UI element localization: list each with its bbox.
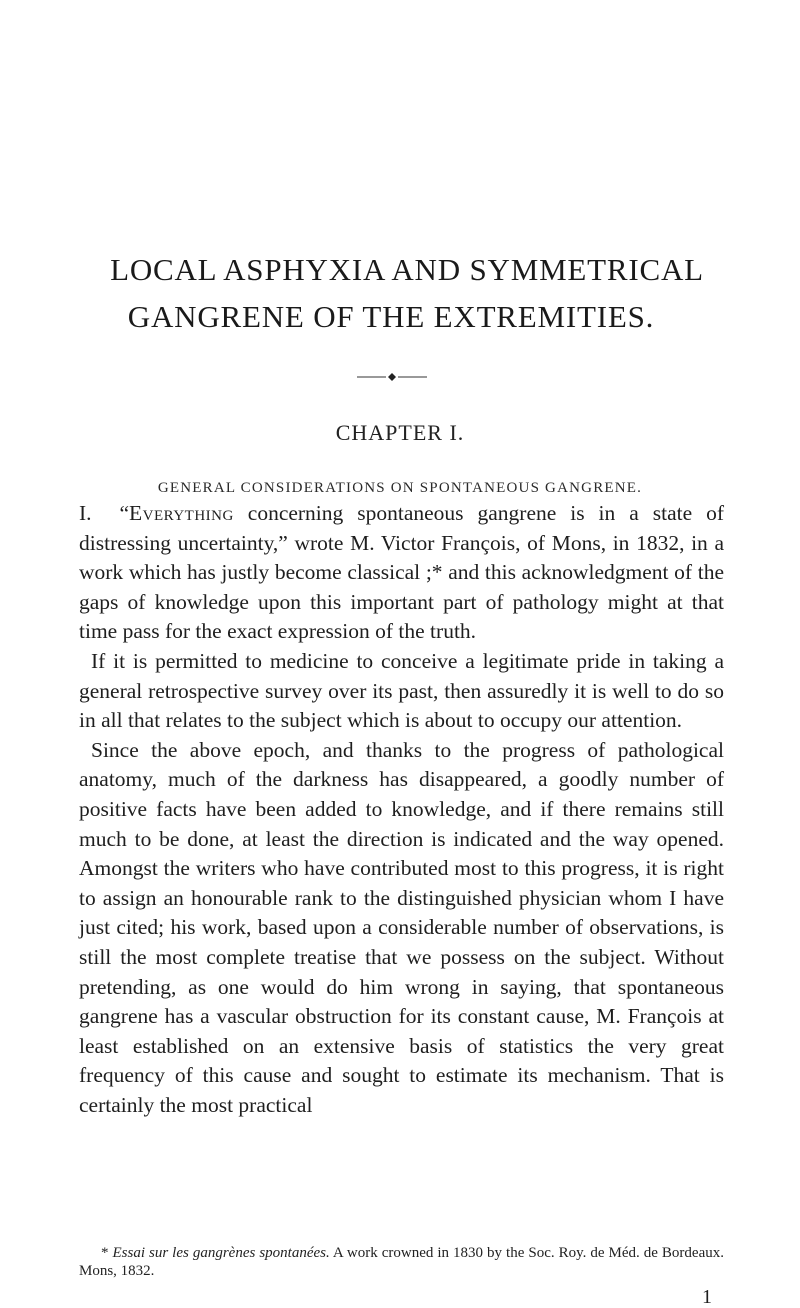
section-subheading: GENERAL CONSIDERATIONS ON SPONTANEOUS GANGRENE. — [157, 480, 643, 496]
diamond-rule-ornament-icon — [357, 372, 427, 382]
section-number: I. — [79, 501, 92, 525]
chapter-heading: CHAPTER I. — [335, 420, 465, 445]
title-line-2: GANGRENE OF THE EXTREMITIES. — [127, 299, 655, 334]
paragraph-1-text: concerning spontaneous gangrene is in a state of distressing uncertainty,” wrote M. Victor François, of Mons, in 1832, in a work which has justly become classical ;* and this acknowledgment of the gaps of knowledge upon this important part of pathology might at that time pass for the exact expression of the truth. — [79, 501, 724, 644]
footnote-marker: * — [101, 1245, 109, 1261]
title-line-1: LOCAL ASPHYXIA AND SYMMETRICAL — [110, 252, 704, 287]
page-number: 1 — [702, 1286, 712, 1308]
footnote — [79, 1244, 724, 1280]
footnote-title: Essai sur les gangrènes spontanées. — [112, 1245, 330, 1261]
footnote-text: A work crowned in 1830 by the Soc. Roy. de Méd. de Bordeaux. Mons, 1832. — [79, 1245, 724, 1279]
body-text — [79, 499, 724, 1120]
opening-quote: “ — [119, 501, 130, 525]
paragraph-1 — [79, 499, 724, 647]
lead-word: Everything — [129, 501, 234, 525]
paragraph-2: If it is permitted to medicine to conceive a legitimate pride in taking a general retrospective survey over its past, then assuredly it is well to do so in all that relates to the subject which is about to occupy our attention. — [79, 648, 724, 733]
paragraph-3: Since the above epoch, and thanks to the progress of pathological anatomy, much of the darkness has disappeared, a goodly number of positive facts have been added to knowledge, and if there remains still much to be done, at least the direction is indicated and the way opened. Amongst the writers who have contributed most to this progress, it is right to assign an honourable rank to the distinguished physician whom I have just cited; his work, based upon a considerable number of observations, is still the most complete treatise that we possess on the subject. Without pretending, as one would do him wrong in saying, that spontaneous gangrene has a vascular obstruction for its constant cause, M. François at least established on an extensive basis of statistics the very great frequency of this cause and sought to estimate its mechanism. That is certainly the most practical — [79, 737, 724, 1117]
